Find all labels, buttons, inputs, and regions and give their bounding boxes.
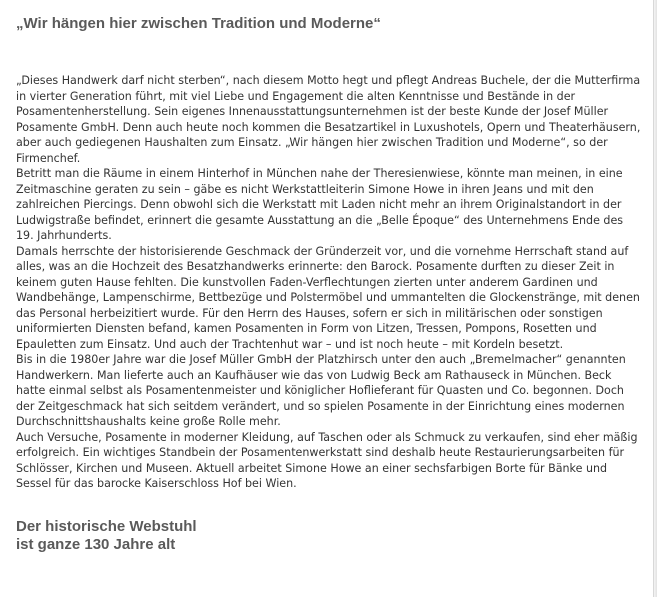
page-edge-divider [653,0,657,597]
subheadline-line: Der historische Webstuhl [16,517,197,535]
article-paragraph: Auch Versuche, Posamente in moderner Kleidung, auf Taschen oder als Schmuck zu verkaufen, sind eher mäßig erfolgreich. Ein wichtiges Standbein der Posamentenwerkstatt sind deshalb heute Restaurierungsarbeiten für Schlösser, Kirchen und Museen. Aktuell arbeitet Simone Howe an einer sechsfarbigen Borte für Bänke und Sessel für das barocke Kaiserschloss Hof bei Wien. [16,430,638,490]
article-body [16,73,644,492]
subheadline-line: ist ganze 130 Jahre alt [16,535,176,553]
article-subheadline [16,518,644,554]
article-paragraph: Betritt man die Räume in einem Hinterhof in München nahe der Theresienwiese, könnte man meinen, in eine Zeitmaschine geraten zu sein – gäbe es nicht Werkstattleiterin Simone Howe in ihren Jeans und mit den zahlreichen Piercings. Denn obwohl sich die Werkstatt mit Laden nicht mehr an ihrem Originalstandort in der Ludwigstraße befindet, erinnert die gesamte Ausstattung an die „Belle Époque“ des Unternehmens Ende des 19. Jahrhunderts. [16,167,624,242]
article [16,14,644,554]
article-headline: „Wir hängen hier zwischen Tradition und Moderne“ [16,15,381,32]
article-paragraph: Damals herrschte der historisierende Geschmack der Gründerzeit vor, und die vornehme Herrschaft stand auf alles, was an die Hochzeit des Besatzhandwerks erinnerte: den Barock. Posamente durften zu dieser Zeit in keinem guten Hause fehlten. Die kunstvollen Faden-Verflechtungen zierten unter anderem Gardinen und Wandbehänge, Lampenschirme, Bettbezüge und Polstermöbel und ummantelten die Glockenstränge, mit denen das Personal herbeizitiert wurde. Für den Herrn des Hauses, sofern er sich in militärischen oder sonstigen uniformierten Diensten befand, kamen Posamenten in Form von Litzen, Tressen, Pompons, Rosetten und Epauletten zum Einsatz. Und auch der Trachtenhut war – und ist noch heute – mit Kordeln besetzt. [16,244,640,351]
article-paragraph: „Dieses Handwerk darf nicht sterben“, nach diesem Motto hegt und pflegt Andreas Buchele, der die Mutterfirma in vierter Generation führt, mit viel Liebe und Engagement die alten Kenntnisse und Bestände in der Posamentenherstellung. Sein eigenes Innenausstattungsunternehmen ist der beste Kunde der Josef Müller Posamente GmbH. Denn auch heute noch kommen die Besatzartikel in Luxushotels, Opern und Theaterhäusern, aber auch gediegenen Haushalten zum Einsatz. „Wir hängen hier zwischen Tradition und Moderne“, so der Firmenchef. [16,74,641,165]
article-paragraph: Bis in die 1980er Jahre war die Josef Müller GmbH der Platzhirsch unter den auch „Bremelmacher“ genannten Handwerkern. Man lieferte auch an Kaufhäuser wie das von Ludwig Beck am Rathauseck in München. Beck hatte einmal selbst als Posamentenmeister und königlicher Hoflieferant für Quasten und Co. begonnen. Doch der Zeitgeschmack hat sich seitdem verändert, und so spielen Posamente in der Einrichtung eines modernen Durchschnittshaushalts keine große Rolle mehr. [16,353,626,428]
